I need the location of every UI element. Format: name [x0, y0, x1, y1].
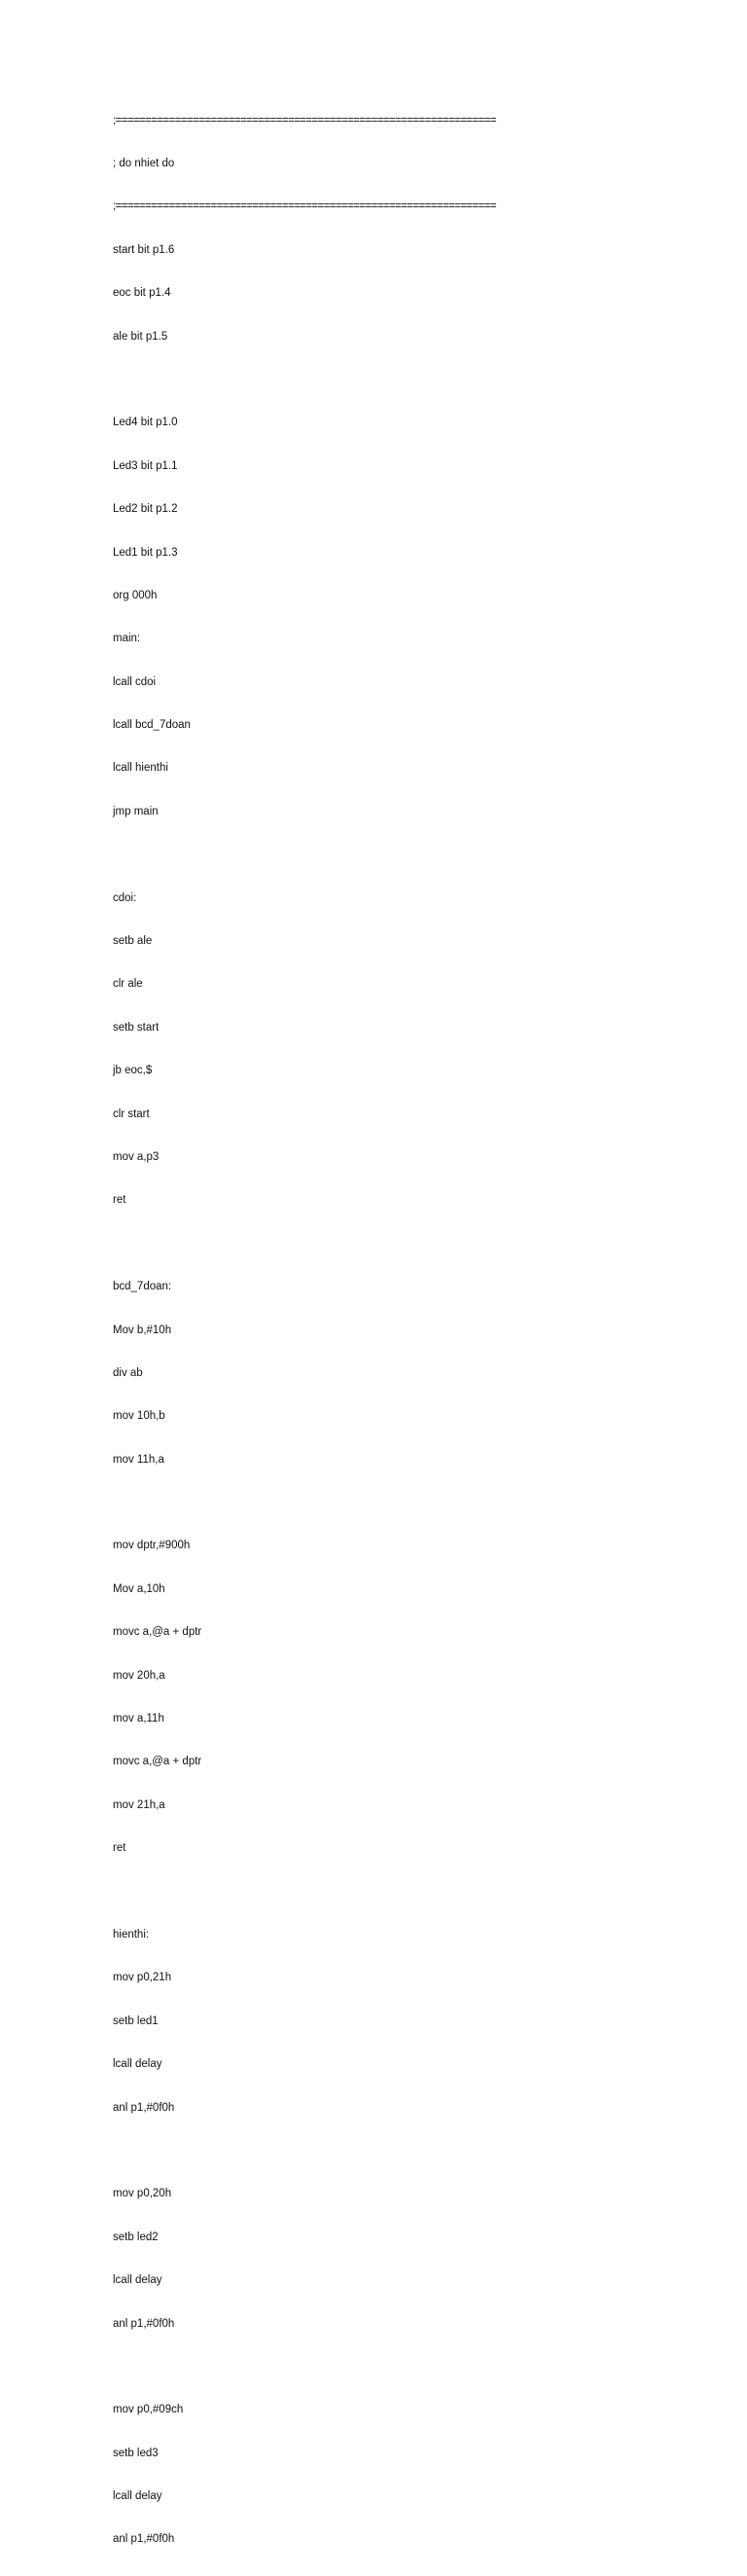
code-line: Mov a,10h	[113, 1582, 165, 1595]
code-line: anl p1,#0f0h	[113, 2101, 175, 2114]
code-line: mov 10h,b	[113, 1410, 165, 1423]
code-line: setb led1	[113, 2014, 159, 2027]
code-line: lcall cdoi	[113, 675, 157, 688]
code-line: mov 21h,a	[113, 1798, 165, 1811]
code-line: start bit p1.6	[113, 243, 175, 256]
code-listing	[113, 85, 496, 2576]
code-line: Led1 bit p1.3	[113, 546, 178, 559]
code-line: jmp main	[113, 805, 159, 817]
code-line: cdoi:	[113, 891, 137, 904]
code-line: Led2 bit p1.2	[113, 503, 178, 516]
blank-line	[113, 1237, 496, 1252]
code-line: hienthi:	[113, 1929, 150, 1941]
code-line: setb led2	[113, 2231, 159, 2243]
separator-line: ;================================================================	[113, 114, 497, 127]
separator-line: ;================================================================	[113, 200, 497, 213]
code-line: ret	[113, 1194, 126, 1207]
code-line: org 000h	[113, 589, 158, 601]
code-line: clr ale	[113, 978, 143, 991]
code-line: div ab	[113, 1366, 143, 1379]
blank-line	[113, 2360, 496, 2375]
code-line: movc a,@a + dptr	[113, 1626, 202, 1639]
blank-line	[113, 1885, 496, 1900]
code-line: lcall delay	[113, 2490, 162, 2503]
code-line: jb eoc,$	[113, 1065, 153, 1077]
code-line: Mov b,#10h	[113, 1324, 172, 1336]
code-line: lcall delay	[113, 2274, 162, 2287]
code-line: lcall delay	[113, 2058, 162, 2071]
blank-line	[113, 1496, 496, 1510]
code-line: ret	[113, 1842, 126, 1855]
code-line: movc a,@a + dptr	[113, 1756, 202, 1768]
code-line: lcall bcd_7doan	[113, 719, 191, 732]
code-line: clr start	[113, 1107, 150, 1120]
blank-line	[113, 848, 496, 862]
code-line: anl p1,#0f0h	[113, 2533, 175, 2546]
code-line: mov a,p3	[113, 1150, 160, 1163]
code-line: mov a,11h	[113, 1713, 164, 1725]
code-line: main:	[113, 633, 141, 645]
code-line: bcd_7doan:	[113, 1281, 172, 1293]
code-line: setb led3	[113, 2447, 159, 2459]
code-line: setb ale	[113, 935, 153, 948]
code-line: mov p0,#09ch	[113, 2404, 184, 2416]
blank-line	[113, 373, 496, 387]
code-line: mov dptr,#900h	[113, 1540, 191, 1552]
code-line: ; do nhiet do	[113, 157, 175, 169]
blank-line	[113, 2144, 496, 2159]
code-line: Led3 bit p1.1	[113, 459, 178, 472]
code-line: ale bit p1.5	[113, 330, 168, 343]
code-line: mov p0,20h	[113, 2188, 172, 2200]
code-line: mov 11h,a	[113, 1453, 164, 1466]
code-line: lcall hienthi	[113, 762, 168, 775]
code-line: anl p1,#0f0h	[113, 2317, 175, 2330]
code-line: setb start	[113, 1021, 160, 1034]
code-line: mov p0,21h	[113, 1972, 172, 1984]
code-line: mov 20h,a	[113, 1669, 165, 1682]
code-line: Led4 bit p1.0	[113, 417, 178, 429]
code-line: eoc bit p1.4	[113, 287, 171, 300]
